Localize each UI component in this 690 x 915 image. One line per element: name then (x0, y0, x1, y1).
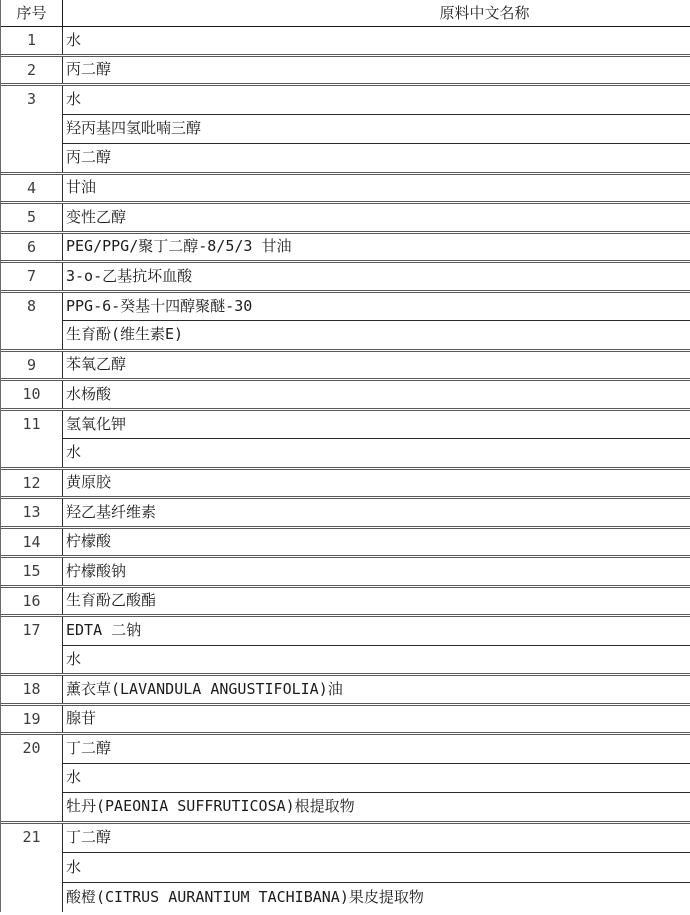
table-row (1, 588, 690, 618)
row-number-cell: 6 (1, 234, 63, 261)
table-row (1, 381, 690, 411)
ingredient-name-cell: 生育酚(维生素E) (63, 320, 690, 349)
table-body (1, 27, 690, 912)
ingredient-name-cell: 水 (63, 645, 690, 674)
table-row (1, 824, 690, 913)
table-row (1, 676, 690, 706)
table-row (1, 411, 690, 470)
row-names (63, 470, 690, 497)
row-names (63, 706, 690, 733)
row-number-cell: 11 (1, 411, 63, 467)
ingredient-name-cell: 丁二醇 (66, 828, 112, 847)
ingredient-name-cell: 丁二醇 (66, 739, 112, 758)
row-names (63, 529, 690, 556)
ingredient-name-cell: 羟乙基纤维素 (66, 502, 157, 521)
table-row (1, 499, 690, 529)
row-number-cell: 18 (1, 676, 63, 703)
row-number-cell: 1 (1, 27, 63, 54)
table-row (1, 204, 690, 234)
row-names (63, 27, 690, 54)
row-number-cell: 21 (1, 824, 63, 913)
row-number-cell: 4 (1, 175, 63, 202)
table-row (1, 735, 690, 824)
row-names (63, 204, 690, 231)
row-names (63, 57, 690, 84)
row-names (63, 175, 690, 202)
row-number-cell: 20 (1, 735, 63, 821)
row-names (63, 293, 690, 349)
table-row (1, 293, 690, 352)
row-names (63, 617, 690, 673)
row-names (63, 352, 690, 379)
ingredient-name-cell: PPG-6-癸基十四醇聚醚-30 (66, 296, 253, 315)
ingredient-name-cell: 水 (63, 438, 690, 467)
ingredient-name-cell: 羟丙基四氢吡喃三醇 (63, 114, 690, 143)
ingredient-name-cell: 牡丹(PAEONIA SUFFRUTICOSA)根提取物 (63, 792, 690, 821)
row-number-cell: 14 (1, 529, 63, 556)
ingredient-name-cell: 变性乙醇 (66, 207, 127, 226)
row-number-cell: 10 (1, 381, 63, 408)
row-number-cell: 7 (1, 263, 63, 290)
ingredient-name-cell: 黄原胶 (66, 473, 112, 492)
table-row (1, 86, 690, 175)
row-number-cell: 3 (1, 86, 63, 172)
row-names (63, 411, 690, 467)
ingredient-name-cell: 甘油 (66, 178, 97, 197)
row-number-cell: 9 (1, 352, 63, 379)
ingredient-name-cell: 氢氧化钾 (66, 414, 127, 433)
ingredient-name-cell: 腺苷 (66, 709, 97, 728)
ingredient-name-cell: 水 (63, 852, 690, 882)
ingredient-name-cell: 水 (63, 763, 690, 792)
row-names (63, 735, 690, 821)
row-number-cell: 5 (1, 204, 63, 231)
row-number-cell: 19 (1, 706, 63, 733)
table-row (1, 263, 690, 293)
table-row (1, 706, 690, 736)
ingredient-name-cell: 柠檬酸钠 (66, 561, 127, 580)
ingredient-name-cell: 薰衣草(LAVANDULA ANGUSTIFOLIA)油 (66, 679, 343, 698)
header-col-name: 原料中文名称 (439, 3, 530, 22)
row-names (63, 558, 690, 585)
row-number-cell: 8 (1, 293, 63, 349)
row-names (63, 234, 690, 261)
table-header-row (1, 0, 690, 27)
row-names (63, 86, 690, 172)
row-number-cell: 16 (1, 588, 63, 615)
table-row (1, 470, 690, 500)
ingredient-name-cell: 丙二醇 (66, 60, 112, 79)
table-row (1, 27, 690, 57)
ingredient-name-cell: 酸橙(CITRUS AURANTIUM TACHIBANA)果皮提取物 (63, 882, 690, 912)
ingredient-name-cell: 柠檬酸 (66, 532, 112, 551)
table-row (1, 175, 690, 205)
ingredient-name-cell: 生育酚乙酸酯 (66, 591, 157, 610)
row-number-cell: 13 (1, 499, 63, 526)
row-number-cell: 15 (1, 558, 63, 585)
table-row (1, 234, 690, 264)
table-row (1, 529, 690, 559)
row-names (63, 588, 690, 615)
row-names (63, 499, 690, 526)
ingredient-name-cell: 水 (66, 90, 82, 109)
row-names (63, 381, 690, 408)
table-row (1, 57, 690, 87)
header-col-index: 序号 (1, 0, 63, 26)
row-number-cell: 2 (1, 57, 63, 84)
row-names (63, 263, 690, 290)
ingredient-name-cell: 水杨酸 (66, 384, 112, 403)
row-number-cell: 17 (1, 617, 63, 673)
table-row (1, 558, 690, 588)
ingredient-name-cell: 苯氧乙醇 (66, 355, 127, 374)
row-names (63, 824, 690, 913)
ingredient-name-cell: 3-o-乙基抗坏血酸 (66, 266, 193, 285)
ingredient-name-cell: PEG/PPG/聚丁二醇-8/5/3 甘油 (66, 237, 292, 256)
row-names (63, 676, 690, 703)
ingredient-name-cell: 水 (66, 30, 82, 49)
row-number-cell: 12 (1, 470, 63, 497)
ingredient-name-cell: EDTA 二钠 (66, 621, 142, 640)
table-row (1, 352, 690, 382)
ingredient-name-cell: 丙二醇 (63, 143, 690, 172)
table-row (1, 617, 690, 676)
